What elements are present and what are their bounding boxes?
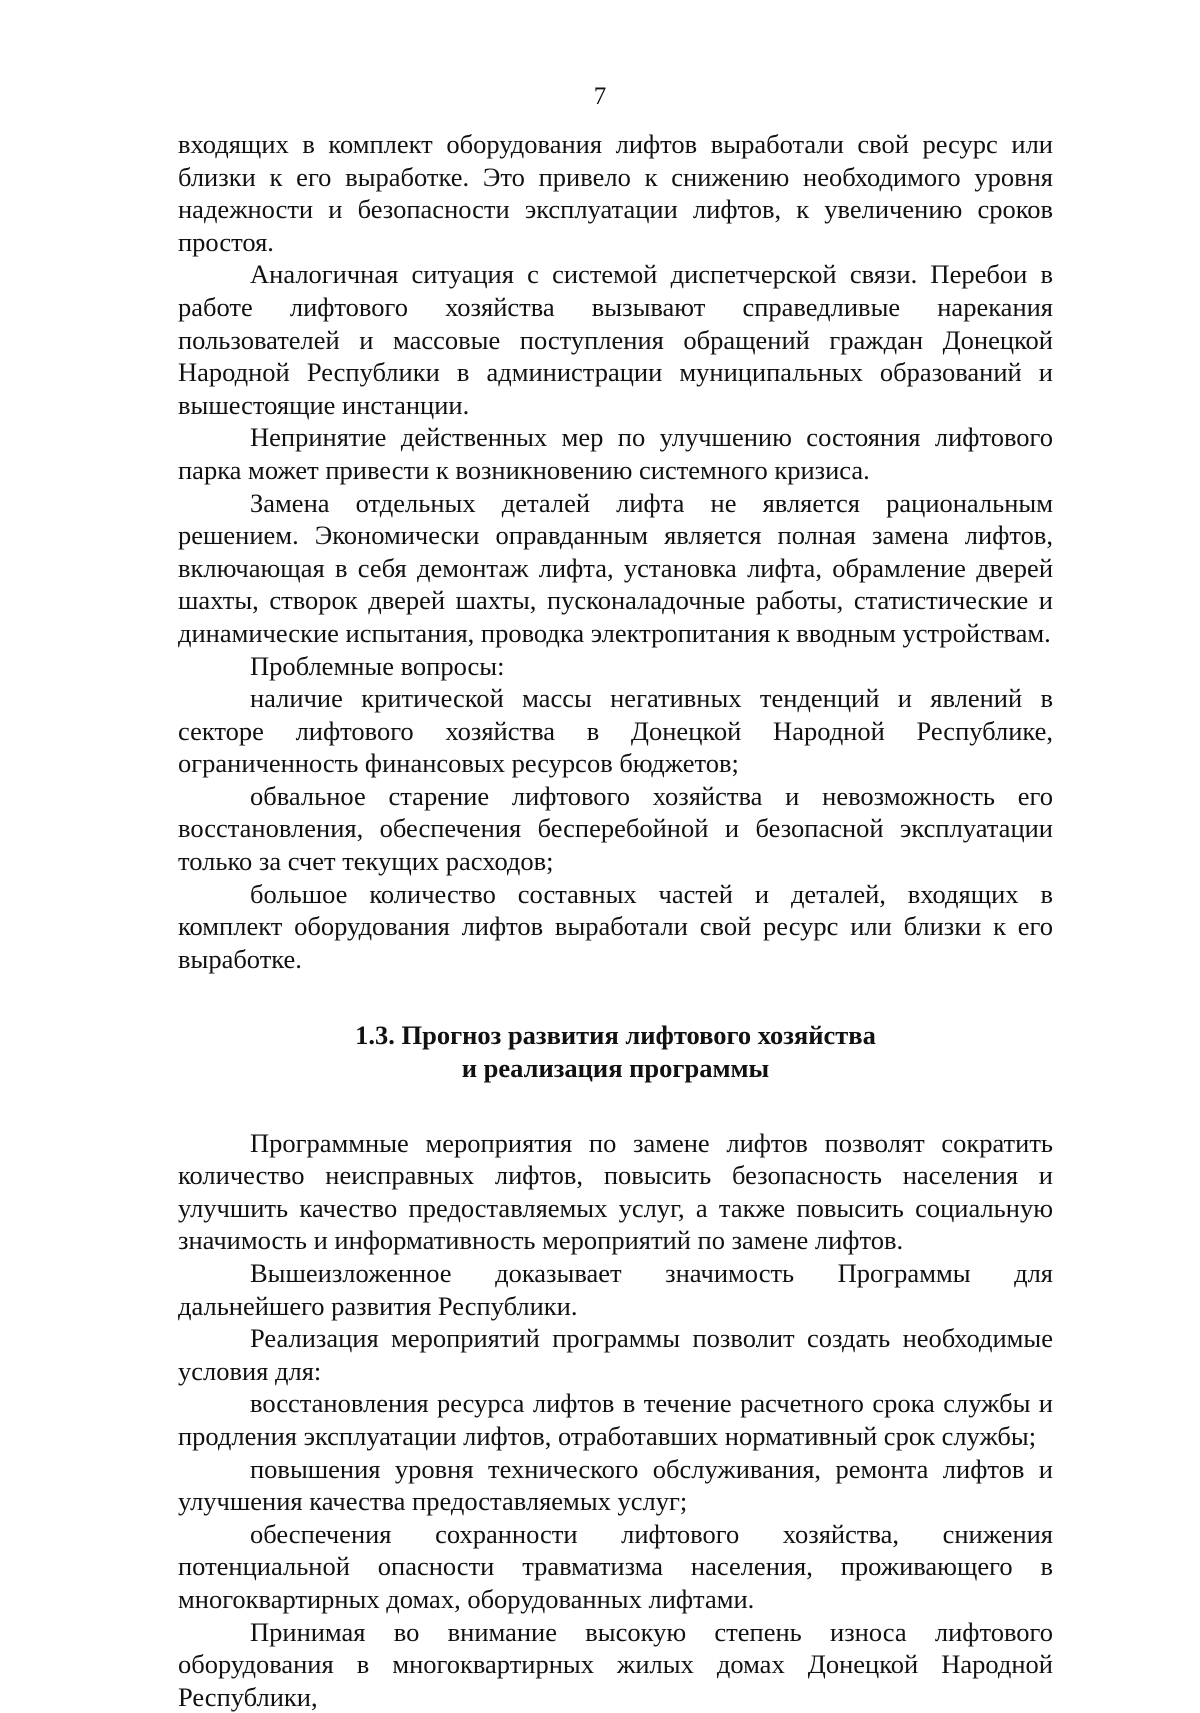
section-heading — [178, 1019, 1053, 1084]
list-paragraph: большое количество составных частей и деталей, входящих в комплект оборудования лифтов выработали свой ресурс или близки к его выработке. — [178, 878, 1053, 974]
paragraph: Принимая во внимание высокую степень износа лифтового оборудования в многоквартирных жилых домах Донецкой Народной Республики, — [178, 1616, 1053, 1712]
document-body — [178, 128, 1053, 1713]
paragraph: Аналогичная ситуация с системой диспетчерской связи. Перебои в работе лифтового хозяйства вызывают справедливые нарекания пользователей и массовые поступления обращений граждан Донецкой Народной Республики в администрации муниципальных образований и вышестоящие инстанции. — [178, 259, 1053, 420]
section-heading-line-1: 1.3. Прогноз развития лифтового хозяйства — [355, 1020, 876, 1051]
paragraph: Программные мероприятия по замене лифтов позволят сократить количество неисправных лифтов, повысить безопасность населения и улучшить качество предоставляемых услуг, а также повысить социальную значимость и информативность мероприятий по замене лифтов. — [178, 1127, 1053, 1256]
paragraph: Вышеизложенное доказывает значимость Программы для дальнейшего развития Республики. — [178, 1258, 1053, 1321]
paragraph: входящих в комплект оборудования лифтов выработали свой ресурс или близки к его выработке. Это привело к снижению необходимого уровня надежности и безопасности эксплуатации лифтов, к увеличению сроков простоя. — [178, 129, 1053, 257]
list-paragraph: восстановления ресурса лифтов в течение расчетного срока службы и продления эксплуатации лифтов, отработавших нормативный срок службы; — [178, 1388, 1053, 1451]
section-heading-line-2: и реализация программы — [461, 1053, 770, 1084]
list-paragraph: наличие критической массы негативных тенденций и явлений в секторе лифтового хозяйства в Донецкой Народной Республике, ограниченность финансовых ресурсов бюджетов; — [178, 683, 1053, 779]
list-paragraph: повышения уровня технического обслуживания, ремонта лифтов и улучшения качества предоставляемых услуг; — [178, 1453, 1053, 1517]
paragraph: Реализация мероприятий программы позволит создать необходимые условия для: — [178, 1323, 1053, 1386]
list-paragraph: обвальное старение лифтового хозяйства и невозможность его восстановления, обеспечения бесперебойной и безопасной эксплуатации только за счет текущих расходов; — [178, 780, 1053, 877]
list-paragraph: обеспечения сохранности лифтового хозяйства, снижения потенциальной опасности травматизма населения, проживающего в многоквартирных домах, оборудованных лифтами. — [178, 1518, 1053, 1614]
paragraph: Замена отдельных деталей лифта не является рациональным решением. Экономически оправданным является полная замена лифтов, включающая в себя демонтаж лифта, установка лифта, обрамление дверей шахты, створок дверей шахты, пусконаладочные работы, статистические и динамические испытания, проводка электропитания к вводным устройствам. — [178, 487, 1053, 648]
paragraph: Непринятие действенных мер по улучшению состояния лифтового парка может привести к возникновению системного кризиса. — [178, 422, 1053, 485]
page-number: 7 — [593, 83, 607, 110]
paragraph: Проблемные вопросы: — [250, 650, 505, 681]
